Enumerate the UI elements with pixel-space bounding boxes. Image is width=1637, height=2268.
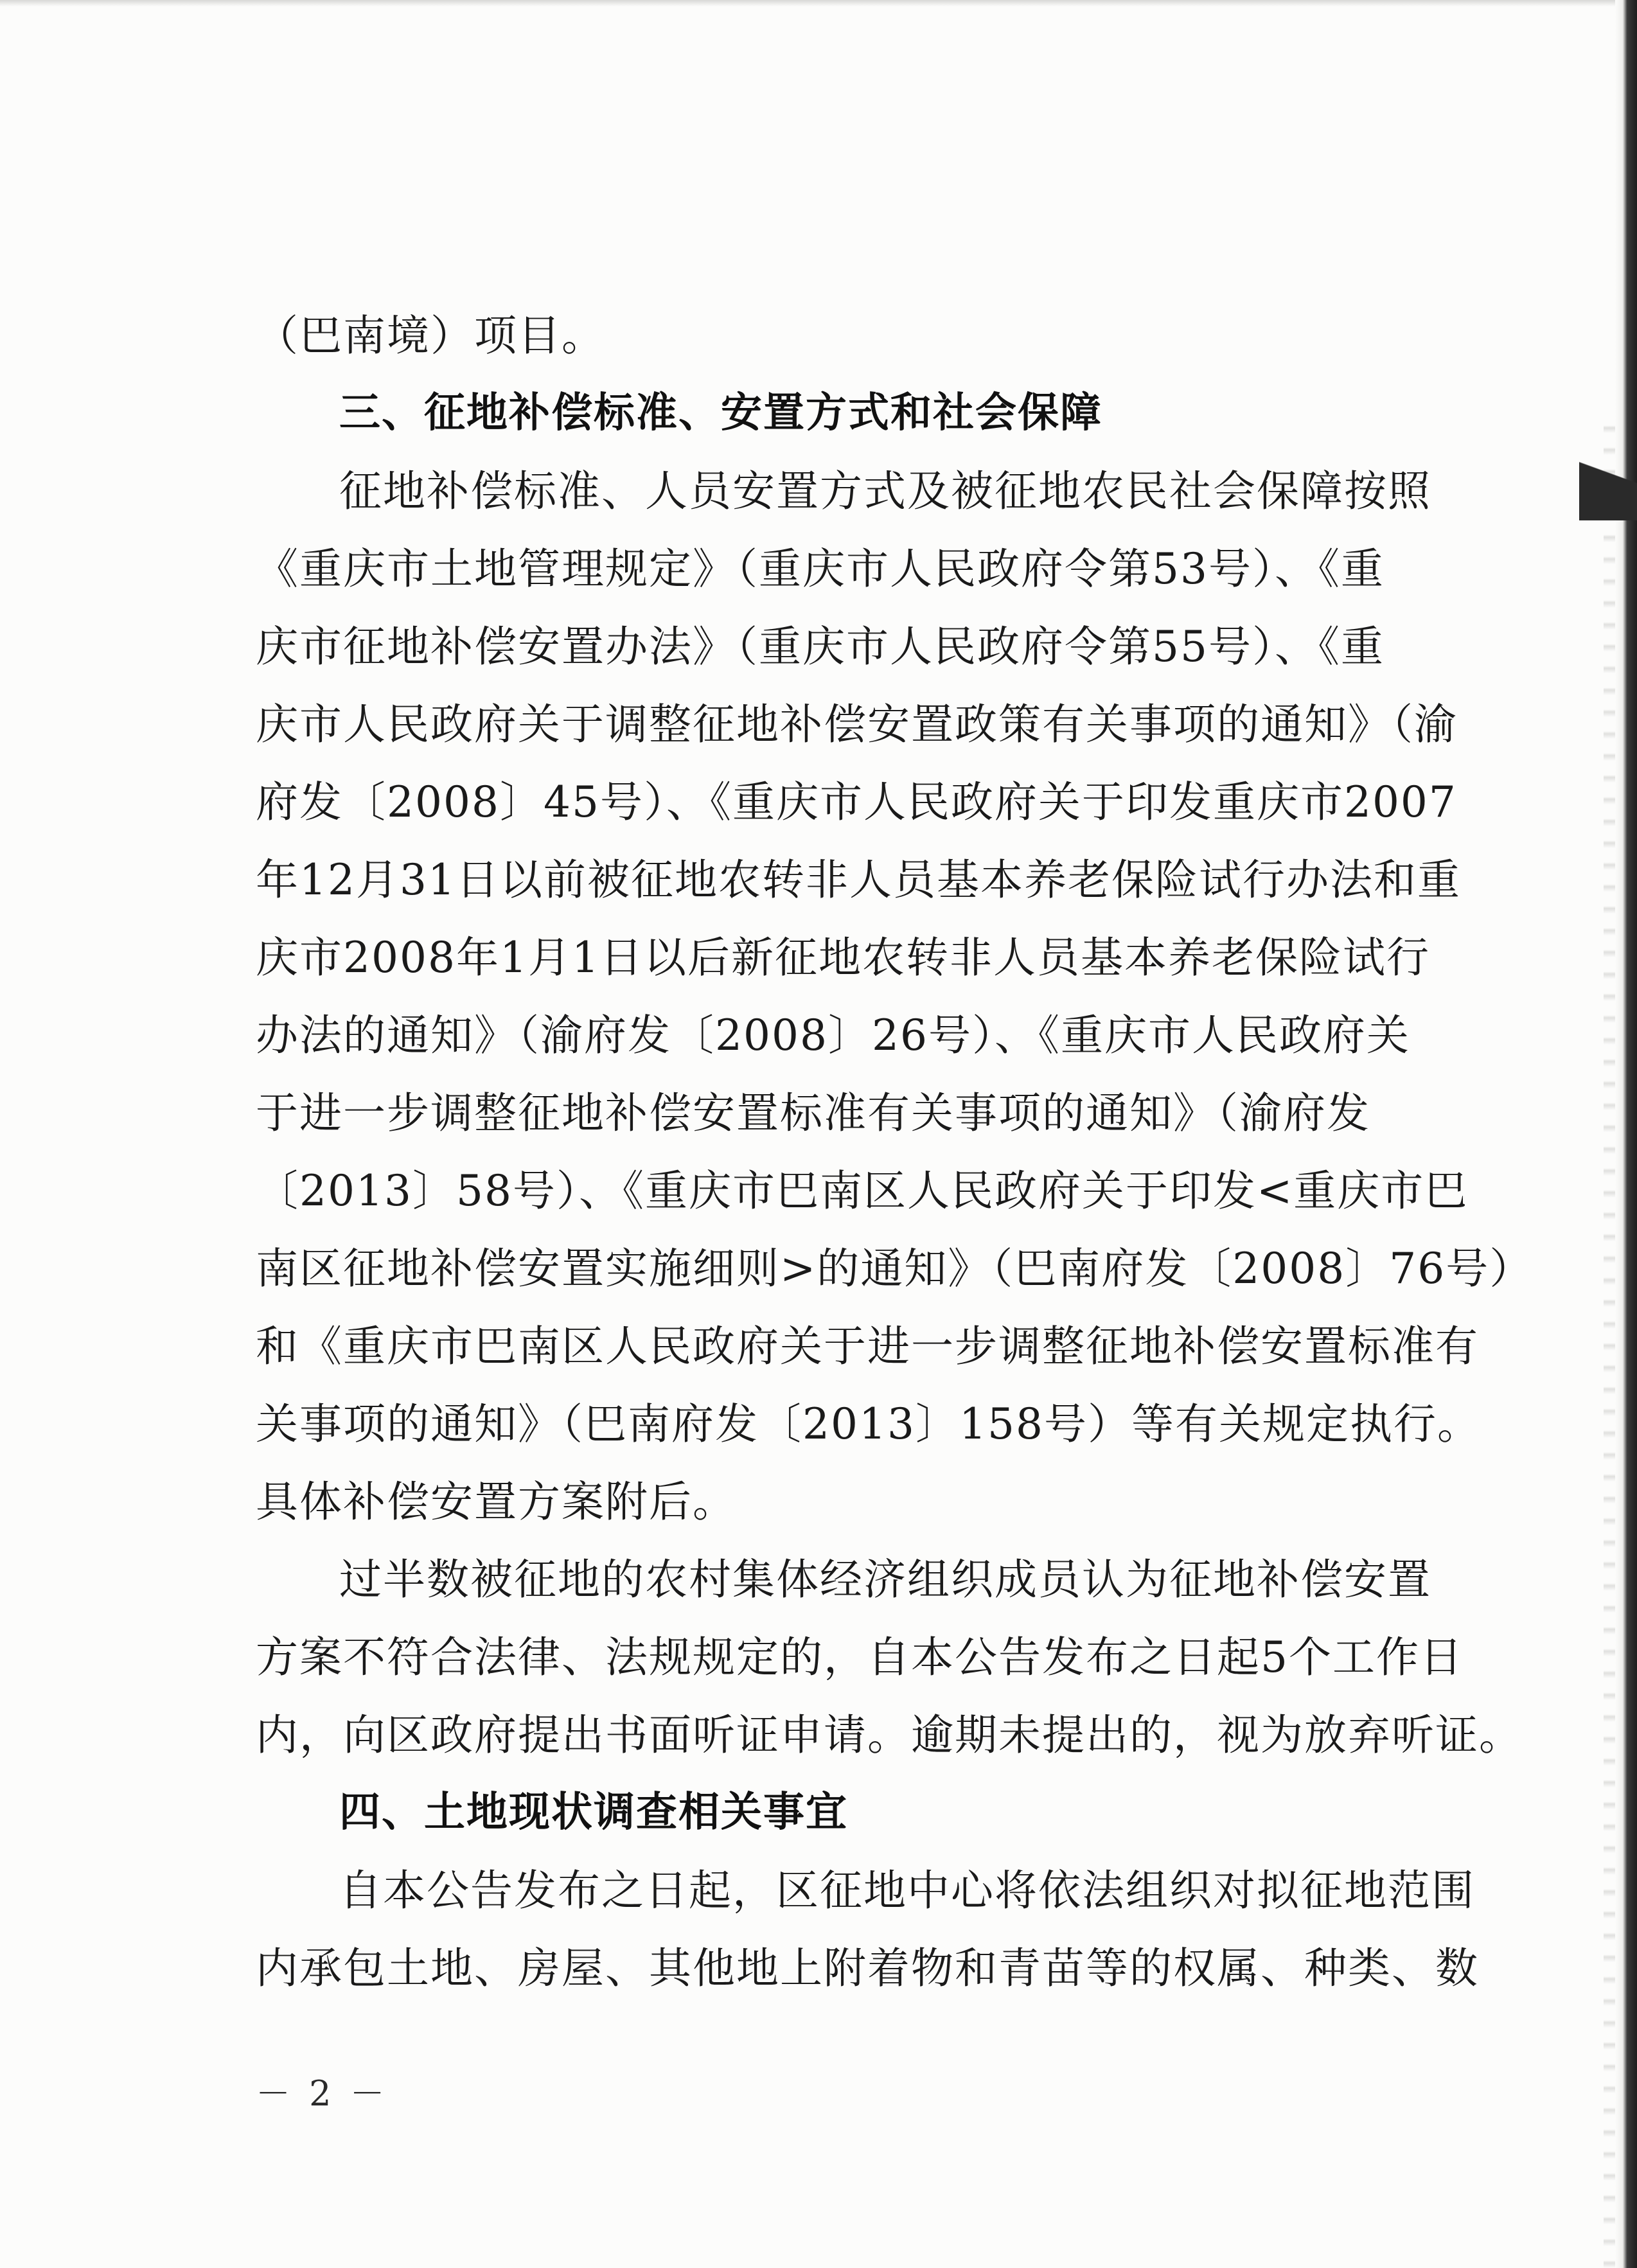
section-heading-4: 四、土地现状调查相关事宜 (339, 1789, 848, 1836)
paragraph-start: 过半数被征地的农村集体经济组织成员认为征地补偿安置 (339, 1555, 1431, 1604)
text-line: 办法的通知》（渝府发〔2008〕26号）、《重庆市人民政府关 (256, 1011, 1410, 1060)
section-heading-3: 三、征地补偿标准、安置方式和社会保障 (339, 389, 1102, 437)
text-line: 年12月31日以前被征地农转非人员基本养老保险试行办法和重 (256, 855, 1461, 905)
text-line: 〔2013〕58号）、《重庆市巴南区人民政府关于印发<重庆市巴 (256, 1166, 1469, 1216)
page-number: － 2 － (256, 2073, 389, 2114)
text-line: 内，向区政府提出书面听证申请。逾期未提出的，视为放弃听证。 (256, 1710, 1523, 1760)
text-line: 和《重庆市巴南区人民政府关于进一步调整征地补偿安置标准有 (256, 1322, 1479, 1371)
text-line: （巴南境）项目。 (256, 311, 605, 360)
text-line: 府发〔2008〕45号）、《重庆市人民政府关于印发重庆市2007 (256, 777, 1457, 827)
text-line: 庆市人民政府关于调整征地补偿安置政策有关事项的通知》（渝 (256, 700, 1458, 749)
text-line: 庆市征地补偿安置办法》（重庆市人民政府令第55号）、《重 (256, 622, 1385, 671)
text-line: 内承包土地、房屋、其他地上附着物和青苗等的权属、种类、数 (256, 1944, 1479, 1993)
text-line: 方案不符合法律、法规规定的，自本公告发布之日起5个工作日 (256, 1633, 1464, 1682)
text-line: 具体补偿安置方案附后。 (256, 1477, 736, 1527)
text-line: 于进一步调整征地补偿安置标准有关事项的通知》（渝府发 (256, 1088, 1370, 1138)
text-line: 《重庆市土地管理规定》（重庆市人民政府令第53号）、《重 (256, 544, 1385, 594)
scan-edge-right (1615, 0, 1637, 2268)
text-line: 庆市2008年1月1日以后新征地农转非人员基本养老保险试行 (256, 933, 1430, 982)
paragraph-start: 征地补偿标准、人员安置方式及被征地农民社会保障按照 (339, 466, 1431, 516)
text-line: 南区征地补偿安置实施细则>的通知》（巴南府发〔2008〕76号） (256, 1244, 1534, 1293)
scan-edge-top (0, 0, 1637, 6)
paragraph-start: 自本公告发布之日起，区征地中心将依法组织对拟征地范围 (339, 1866, 1475, 1915)
document-body (256, 297, 1534, 2007)
text-line: 关事项的通知》（巴南府发〔2013〕158号）等有关规定执行。 (256, 1399, 1481, 1449)
paper-tear-notch (1579, 443, 1637, 520)
